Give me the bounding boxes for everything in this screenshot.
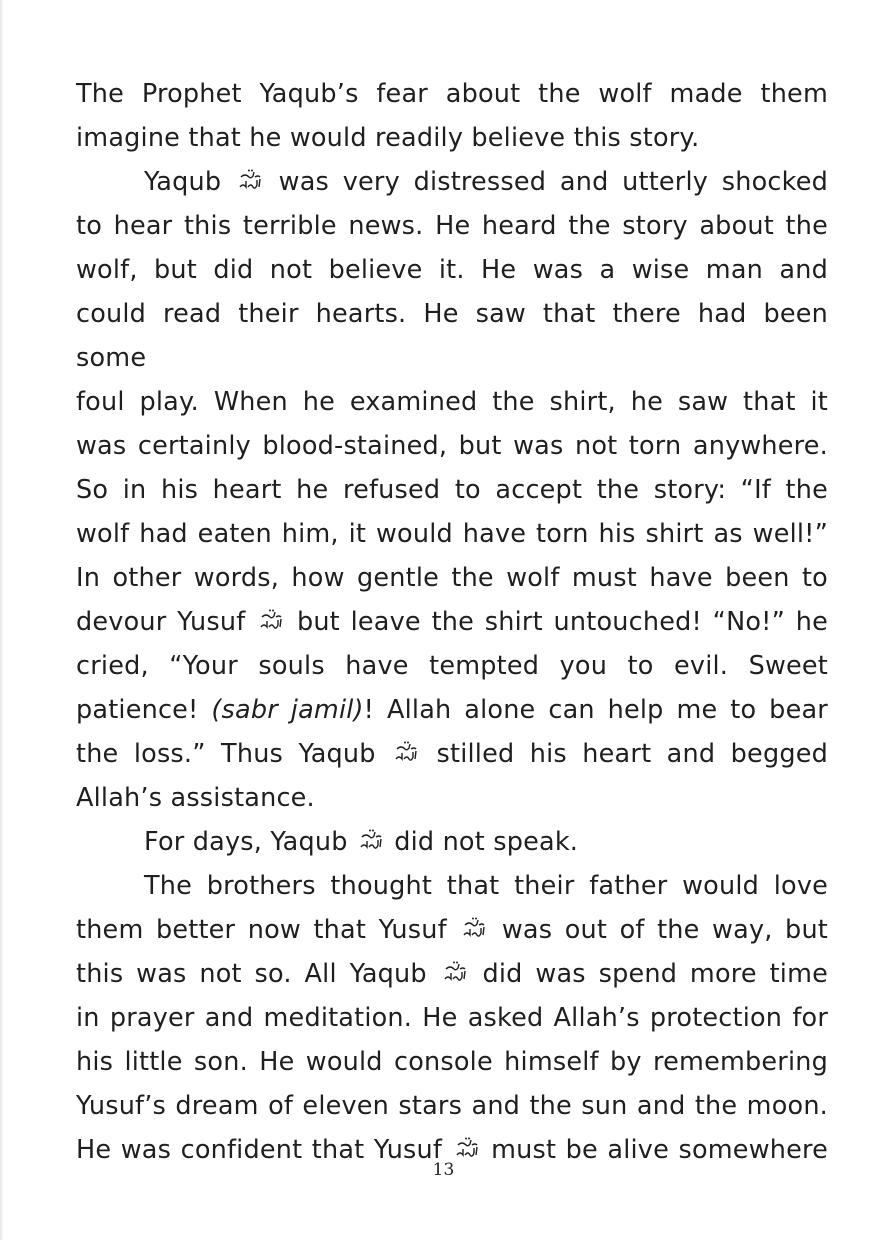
text-segment: cried, “Your souls have tempted you to evil. Sweet	[76, 651, 828, 681]
text-segment: to hear this terrible news. He heard the story about the	[76, 211, 828, 241]
text-line	[76, 556, 828, 600]
text-segment: stilled his heart and begged	[436, 739, 828, 769]
text-segment: did not speak.	[394, 827, 579, 857]
text-line	[76, 116, 828, 160]
text-line	[76, 864, 828, 908]
text-segment: the loss.” Thus Yaqub	[76, 739, 376, 769]
text-segment: was out of the way, but	[501, 915, 828, 945]
text-segment: must be alive somewhere	[491, 1135, 829, 1165]
text-line	[76, 160, 828, 204]
text-segment: was very distressed and utterly shocked	[278, 167, 828, 197]
arabic-alayhis-salam-ligature-icon	[454, 1136, 480, 1160]
text-line	[76, 952, 828, 996]
text-line	[76, 688, 828, 732]
text-segment: Allah’s assistance.	[76, 783, 315, 813]
text-segment: Yaqub	[144, 167, 222, 197]
text-segment: in prayer and meditation. He asked Allah’s protection for	[76, 1003, 828, 1033]
arabic-alayhis-salam-ligature-icon	[393, 740, 419, 764]
text-segment: them better now that Yusuf	[76, 915, 447, 945]
text-segment: patience!	[76, 695, 212, 725]
text-line	[76, 424, 828, 468]
text-line	[76, 380, 828, 424]
text-segment: He was confident that Yusuf	[76, 1135, 443, 1165]
text-segment: The Prophet Yaqub’s fear about the wolf made them	[76, 79, 828, 109]
text-line	[76, 248, 828, 292]
text-line	[76, 72, 828, 116]
text-line	[76, 468, 828, 512]
arabic-alayhis-salam-ligature-icon	[442, 960, 468, 984]
arabic-alayhis-salam-ligature-icon	[258, 608, 284, 632]
text-segment: foul play. When he examined the shirt, he saw that it	[76, 387, 828, 417]
text-line	[76, 204, 828, 248]
text-segment: his little son. He would console himself by remembering	[76, 1047, 828, 1077]
text-line	[76, 908, 828, 952]
page-edge-shadow	[0, 0, 4, 1240]
text-line	[76, 732, 828, 776]
text-segment: In other words, how gentle the wolf must have been to	[76, 563, 828, 593]
text-line	[76, 820, 828, 864]
text-segment: could read their hearts. He saw that there had been some	[76, 299, 828, 373]
text-segment: but leave the shirt untouched! “No!” he	[296, 607, 828, 637]
arabic-alayhis-salam-ligature-icon	[461, 916, 487, 940]
text-segment: devour Yusuf	[76, 607, 246, 637]
text-segment: was certainly blood-stained, but was not torn anywhere.	[76, 431, 828, 461]
text-segment: Yusuf’s dream of eleven stars and the sun and the moon.	[76, 1091, 828, 1121]
text-segment: wolf, but did not believe it. He was a wise man and	[76, 255, 828, 285]
text-segment: The brothers thought that their father would love	[144, 871, 828, 901]
text-segment: imagine that he would readily believe this story.	[76, 123, 700, 153]
text-segment: did was spend more time	[482, 959, 829, 989]
text-segment: this was not so. All Yaqub	[76, 959, 427, 989]
text-line	[76, 600, 828, 644]
text-line	[76, 1040, 828, 1084]
text-segment: wolf had eaten him, it would have torn his shirt as well!”	[76, 519, 828, 549]
text-line	[76, 996, 828, 1040]
text-line	[76, 776, 828, 820]
body-text	[76, 72, 828, 1172]
text-line	[76, 512, 828, 556]
text-line	[76, 1084, 828, 1128]
text-segment: ! Allah alone can help me to bear	[363, 695, 828, 725]
text-line	[76, 644, 828, 688]
text-line	[76, 292, 828, 380]
page-number: 13	[432, 1160, 455, 1180]
text-segment: So in his heart he refused to accept the story: “If the	[76, 475, 828, 505]
text-segment: For days, Yaqub	[144, 827, 348, 857]
arabic-alayhis-salam-ligature-icon	[358, 828, 384, 852]
italic-phrase: (sabr jamil)	[211, 695, 364, 725]
arabic-alayhis-salam-ligature-icon	[237, 168, 263, 192]
